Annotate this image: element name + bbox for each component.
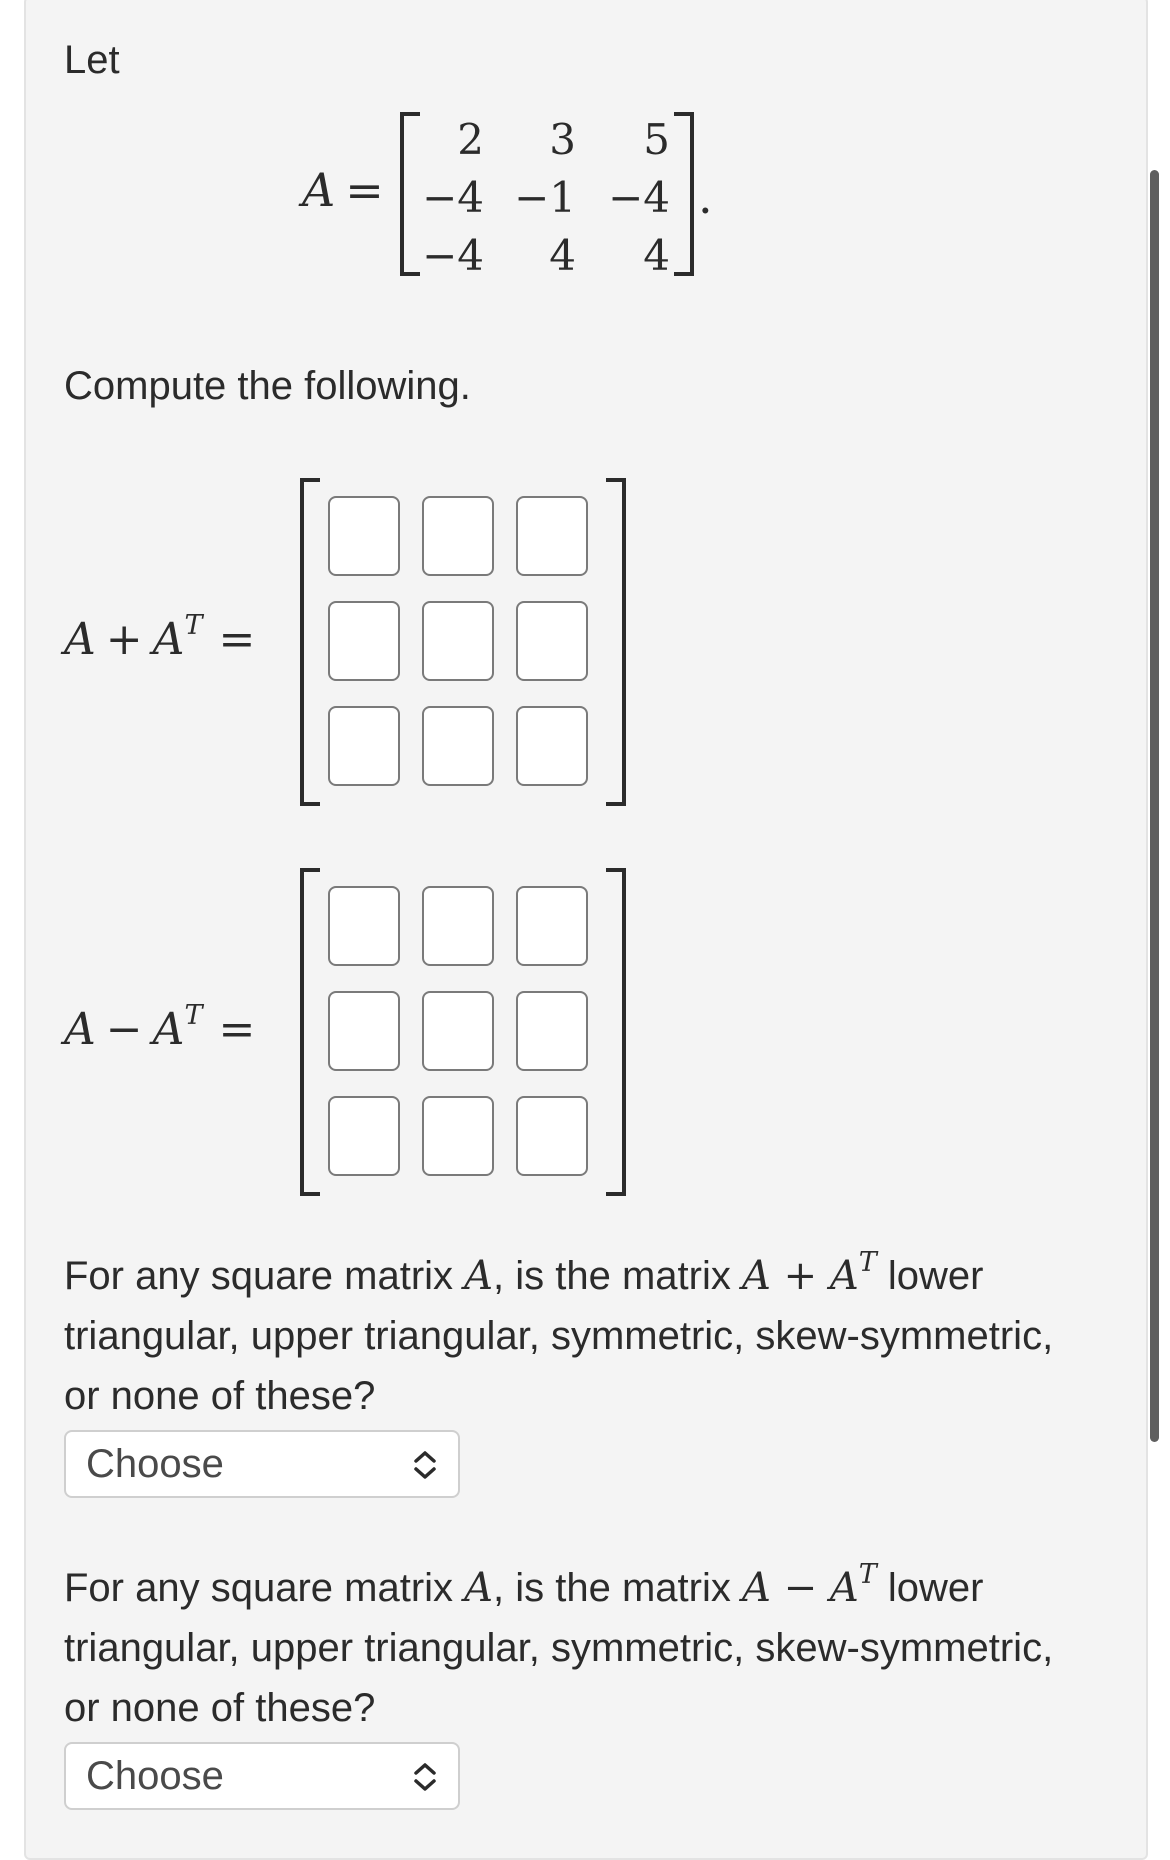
matrix-entry-input[interactable] [422,991,494,1071]
label-a: A [64,614,96,665]
intro-text: Let [64,38,120,82]
matrix-entry-input[interactable] [328,991,400,1071]
select-value: Choose [86,1754,224,1798]
matrix-entry-input[interactable] [328,886,400,966]
label-a: A [152,1004,185,1055]
matrix-entry-input[interactable] [422,496,494,576]
matrix-entry-input[interactable] [422,601,494,681]
left-bracket [300,478,320,806]
matrix-a-name: A [302,163,336,217]
matrix-entry-input[interactable] [516,886,588,966]
question-text: , is the matrix [493,1254,742,1298]
matrix-entry-input[interactable] [328,601,400,681]
matrix-cell: 5 [643,115,670,164]
right-bracket [606,478,626,806]
diff-matrix-row [64,866,664,1196]
diff-matrix-inputs [328,886,584,1174]
select-value: Choose [86,1442,224,1486]
matrix-cell: 4 [549,231,576,280]
transpose-sup: T [184,610,203,642]
sum-label [64,610,255,670]
expr-op: + [770,1253,830,1299]
diff-label [64,1000,255,1060]
question-diff [64,1558,1084,1738]
question-text: , is the matrix [493,1566,742,1610]
minus-sign: − [105,1004,143,1055]
question-text: For any square matrix [64,1254,465,1298]
question-var: A [464,1565,494,1611]
matrix-a-grid [406,110,680,284]
expr-op: − [770,1565,830,1611]
matrix-cell: 2 [457,115,484,164]
expr-sup: T [858,1246,877,1278]
question-text: lower triangular, upper triangular, symmetric, skew-symmetric, or none of these? [64,1254,1054,1418]
answer-select-sum[interactable] [64,1430,460,1498]
right-bracket [606,868,626,1196]
sum-matrix-inputs [328,496,584,784]
matrix-cell: −4 [422,173,484,222]
matrix-entry-input[interactable] [516,706,588,786]
label-a: A [152,614,185,665]
equals-sign: = [345,163,384,217]
matrix-entry-input[interactable] [422,706,494,786]
matrix-entry-input[interactable] [516,601,588,681]
matrix-cell: −4 [608,173,670,222]
expr-sup: T [858,1558,877,1590]
question-text: lower triangular, upper triangular, symmetric, skew-symmetric, or none of these? [64,1566,1054,1730]
matrix-entry-input[interactable] [328,1096,400,1176]
expr-a: A [741,1253,771,1299]
left-bracket [300,868,320,1196]
equals-sign: = [218,614,256,665]
up-down-chevron-icon [410,1448,440,1482]
question-sum [64,1246,1084,1426]
instruction-text: Compute the following. [64,364,471,408]
question-text: For any square matrix [64,1566,465,1610]
matrix-cell: 3 [549,115,576,164]
matrix-entry-input[interactable] [516,1096,588,1176]
right-bracket [674,112,694,276]
label-a: A [64,1004,96,1055]
matrix-entry-input[interactable] [328,496,400,576]
matrix-entry-input[interactable] [516,991,588,1071]
expr-a: A [741,1565,771,1611]
matrix-terminator: . [698,170,713,224]
scrollbar[interactable] [1150,170,1159,1442]
up-down-chevron-icon [410,1760,440,1794]
equals-sign: = [218,1004,256,1055]
matrix-cell: −4 [422,231,484,280]
matrix-a-lhs [302,160,384,220]
matrix-cell: −1 [514,173,576,222]
expr-b: A [829,1565,859,1611]
sum-matrix-row [64,476,664,806]
matrix-cell: 4 [643,231,670,280]
expr-b: A [829,1253,859,1299]
question-var: A [464,1253,494,1299]
matrix-a-definition [302,110,722,280]
transpose-sup: T [184,1000,203,1032]
answer-select-diff[interactable] [64,1742,460,1810]
matrix-entry-input[interactable] [422,886,494,966]
plus-sign: + [105,614,143,665]
matrix-entry-input[interactable] [516,496,588,576]
matrix-entry-input[interactable] [422,1096,494,1176]
matrix-entry-input[interactable] [328,706,400,786]
